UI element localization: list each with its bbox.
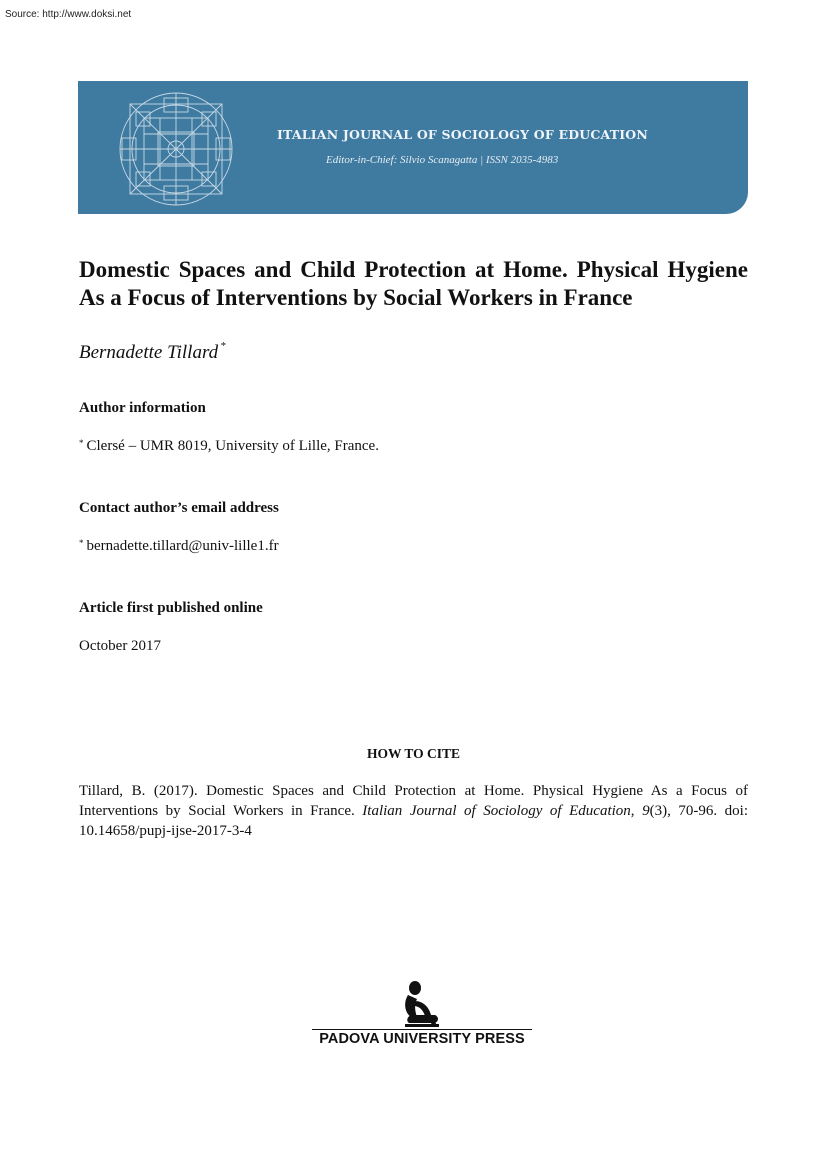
citation-volume: 9 xyxy=(642,803,650,819)
citation-journal: Italian Journal of Sociology of Education xyxy=(362,803,631,819)
vitruvian-geometric-emblem-icon xyxy=(114,90,238,208)
article-author xyxy=(79,340,226,364)
citation-part2: (3), 70-96. doi: 10.14658/pupj-ijse-2017-3-4 xyxy=(79,803,748,839)
author-name: Bernadette Tillard xyxy=(79,342,219,363)
contact-email-line xyxy=(79,538,279,555)
journal-name: ITALIAN JOURNAL OF SOCIOLOGY OF EDUCATION xyxy=(277,127,648,142)
contact-email[interactable]: bernadette.tillard@univ-lille1.fr xyxy=(86,538,279,554)
author-information-heading: Author information xyxy=(79,400,206,416)
contact-heading: Contact author’s email address xyxy=(79,500,279,516)
how-to-cite-heading: HOW TO CITE xyxy=(366,746,461,761)
article-title: Domestic Spaces and Child Protection at Home. Physical Hygiene As a Focus of Interventions by Social Workers in France xyxy=(79,257,748,310)
journal-banner xyxy=(78,81,748,214)
author-mark: * xyxy=(220,340,226,352)
author-affiliation xyxy=(79,438,379,455)
publisher-rule xyxy=(312,1029,532,1030)
publication-heading: Article first published online xyxy=(79,600,263,616)
seated-figure-statue-icon xyxy=(395,979,445,1029)
citation-text xyxy=(79,781,748,841)
email-mark: * xyxy=(79,538,84,548)
publisher-name: PADOVA UNIVERSITY PRESS xyxy=(319,1031,525,1047)
source-url: Source: http://www.doksi.net xyxy=(5,9,132,20)
citation-part1: Tillard, B. (2017). Domestic Spaces and Child Protection at Home. Physical Hygiene As a Focus of Interventions by Social Workers in France. xyxy=(79,783,748,819)
affiliation-mark: * xyxy=(79,438,84,448)
citation-sep: , xyxy=(630,803,643,819)
affiliation-text: Clersé – UMR 8019, University of Lille, France. xyxy=(86,438,379,454)
publication-date: October 2017 xyxy=(79,638,162,654)
journal-subtitle: Editor-in-Chief: Silvio Scanagatta | ISSN 2035-4983 xyxy=(326,154,559,166)
